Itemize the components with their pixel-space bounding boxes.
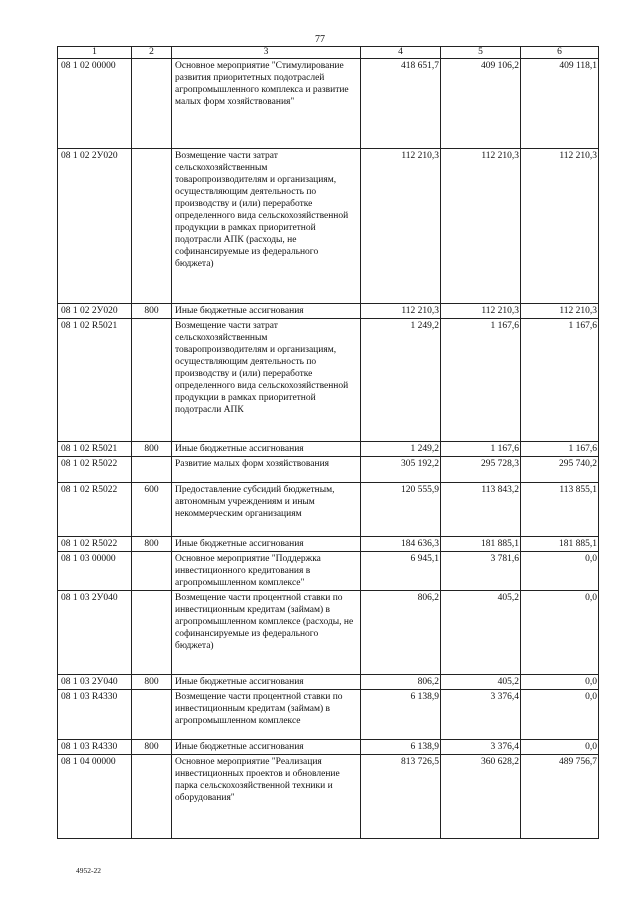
expense-type-cell bbox=[132, 552, 172, 591]
budget-code-cell: 08 1 03 R4330 bbox=[58, 740, 132, 755]
item-name-cell: Основное мероприятие "Реализация инвестиционных проектов и обновление парка сельскохозяйственной техники и оборудования" bbox=[172, 755, 361, 839]
expense-type-cell bbox=[132, 59, 172, 149]
value-col-5-cell: 295 728,3 bbox=[441, 457, 521, 483]
budget-code-cell: 08 1 04 00000 bbox=[58, 755, 132, 839]
budget-code-cell: 08 1 02 00000 bbox=[58, 59, 132, 149]
value-col-5-cell: 360 628,2 bbox=[441, 755, 521, 839]
header-col-2: 2 bbox=[132, 47, 172, 59]
expense-type-cell: 800 bbox=[132, 304, 172, 319]
expense-type-cell bbox=[132, 690, 172, 740]
budget-code-cell: 08 1 02 2У020 bbox=[58, 149, 132, 304]
expense-type-cell: 600 bbox=[132, 483, 172, 537]
table-row bbox=[58, 483, 599, 537]
item-name-cell: Предоставление субсидий бюджетным, автономным учреждениям и иным некоммерческим организациям bbox=[172, 483, 361, 537]
value-col-6-cell: 489 756,7 bbox=[521, 755, 599, 839]
expense-type-cell: 800 bbox=[132, 740, 172, 755]
value-col-4-cell: 6 138,9 bbox=[361, 690, 441, 740]
page-number: 77 bbox=[315, 34, 325, 45]
value-col-6-cell: 0,0 bbox=[521, 591, 599, 675]
item-name-cell: Иные бюджетные ассигнования bbox=[172, 304, 361, 319]
item-name-cell: Возмещение части затрат сельскохозяйственным товаропроизводителям и организациям, осуществляющим деятельность по производству и (или) переработке определенного вида сельскохозяйственной продукции в рамках приоритетной подотрасли АПК bbox=[172, 319, 361, 442]
value-col-6-cell: 295 740,2 bbox=[521, 457, 599, 483]
value-col-4-cell: 813 726,5 bbox=[361, 755, 441, 839]
budget-code-cell: 08 1 02 R5022 bbox=[58, 457, 132, 483]
header-col-1: 1 bbox=[58, 47, 132, 59]
table-row bbox=[58, 690, 599, 740]
value-col-6-cell: 112 210,3 bbox=[521, 149, 599, 304]
value-col-6-cell: 113 855,1 bbox=[521, 483, 599, 537]
table-row bbox=[58, 537, 599, 552]
value-col-6-cell: 0,0 bbox=[521, 675, 599, 690]
item-name-cell: Иные бюджетные ассигнования bbox=[172, 740, 361, 755]
item-name-cell: Иные бюджетные ассигнования bbox=[172, 442, 361, 457]
expense-type-cell: 800 bbox=[132, 442, 172, 457]
value-col-6-cell: 0,0 bbox=[521, 552, 599, 591]
header-row bbox=[58, 47, 599, 59]
table-row bbox=[58, 675, 599, 690]
header-col-6: 6 bbox=[521, 47, 599, 59]
expense-type-cell: 800 bbox=[132, 537, 172, 552]
expense-type-cell bbox=[132, 755, 172, 839]
table-row bbox=[58, 304, 599, 319]
budget-code-cell: 08 1 02 R5022 bbox=[58, 483, 132, 537]
item-name-cell: Возмещение части затрат сельскохозяйственным товаропроизводителям и организациям, осуществляющим деятельность по производству и (или) переработке определенного вида сельскохозяйственной продукции в рамках приоритетной подотрасли АПК (расходы, не софинансируемые из федерального бюджета) bbox=[172, 149, 361, 304]
value-col-5-cell: 113 843,2 bbox=[441, 483, 521, 537]
document-footer-code: 4952-22 bbox=[76, 866, 101, 875]
value-col-6-cell: 409 118,1 bbox=[521, 59, 599, 149]
budget-code-cell: 08 1 03 2У040 bbox=[58, 591, 132, 675]
value-col-6-cell: 0,0 bbox=[521, 690, 599, 740]
item-name-cell: Возмещение части процентной ставки по инвестиционным кредитам (займам) в агропромышленном комплексе bbox=[172, 690, 361, 740]
value-col-6-cell: 1 167,6 bbox=[521, 442, 599, 457]
table-row bbox=[58, 591, 599, 675]
value-col-4-cell: 1 249,2 bbox=[361, 442, 441, 457]
table-row bbox=[58, 552, 599, 591]
table-row bbox=[58, 457, 599, 483]
value-col-4-cell: 6 138,9 bbox=[361, 740, 441, 755]
value-col-4-cell: 112 210,3 bbox=[361, 304, 441, 319]
header-col-4: 4 bbox=[361, 47, 441, 59]
value-col-5-cell: 1 167,6 bbox=[441, 319, 521, 442]
expense-type-cell: 800 bbox=[132, 675, 172, 690]
item-name-cell: Иные бюджетные ассигнования bbox=[172, 675, 361, 690]
value-col-5-cell: 1 167,6 bbox=[441, 442, 521, 457]
budget-code-cell: 08 1 02 R5021 bbox=[58, 442, 132, 457]
item-name-cell: Иные бюджетные ассигнования bbox=[172, 537, 361, 552]
value-col-5-cell: 405,2 bbox=[441, 591, 521, 675]
budget-code-cell: 08 1 02 2У020 bbox=[58, 304, 132, 319]
table-row bbox=[58, 755, 599, 839]
item-name-cell: Возмещение части процентной ставки по инвестиционным кредитам (займам) в агропромышленном комплексе (расходы, не софинансируемые из федерального бюджета) bbox=[172, 591, 361, 675]
value-col-5-cell: 181 885,1 bbox=[441, 537, 521, 552]
budget-code-cell: 08 1 03 R4330 bbox=[58, 690, 132, 740]
table-row bbox=[58, 442, 599, 457]
header-col-5: 5 bbox=[441, 47, 521, 59]
value-col-6-cell: 0,0 bbox=[521, 740, 599, 755]
header-col-3: 3 bbox=[172, 47, 361, 59]
value-col-5-cell: 409 106,2 bbox=[441, 59, 521, 149]
value-col-5-cell: 112 210,3 bbox=[441, 149, 521, 304]
table-row bbox=[58, 149, 599, 304]
expense-type-cell bbox=[132, 457, 172, 483]
value-col-4-cell: 806,2 bbox=[361, 591, 441, 675]
table-row bbox=[58, 740, 599, 755]
value-col-4-cell: 806,2 bbox=[361, 675, 441, 690]
expense-type-cell bbox=[132, 319, 172, 442]
value-col-4-cell: 112 210,3 bbox=[361, 149, 441, 304]
value-col-6-cell: 1 167,6 bbox=[521, 319, 599, 442]
value-col-5-cell: 3 781,6 bbox=[441, 552, 521, 591]
budget-code-cell: 08 1 03 00000 bbox=[58, 552, 132, 591]
budget-code-cell: 08 1 02 R5022 bbox=[58, 537, 132, 552]
table-row bbox=[58, 319, 599, 442]
value-col-5-cell: 3 376,4 bbox=[441, 690, 521, 740]
item-name-cell: Основное мероприятие "Стимулирование развития приоритетных подотраслей агропромышленного комплекса и развитие малых форм хозяйствования" bbox=[172, 59, 361, 149]
item-name-cell: Основное мероприятие "Поддержка инвестиционного кредитования в агропромышленном комплексе" bbox=[172, 552, 361, 591]
expense-type-cell bbox=[132, 591, 172, 675]
table-row bbox=[58, 59, 599, 149]
value-col-5-cell: 3 376,4 bbox=[441, 740, 521, 755]
budget-table bbox=[57, 46, 599, 839]
value-col-5-cell: 405,2 bbox=[441, 675, 521, 690]
value-col-5-cell: 112 210,3 bbox=[441, 304, 521, 319]
value-col-4-cell: 120 555,9 bbox=[361, 483, 441, 537]
value-col-6-cell: 181 885,1 bbox=[521, 537, 599, 552]
value-col-4-cell: 6 945,1 bbox=[361, 552, 441, 591]
value-col-4-cell: 305 192,2 bbox=[361, 457, 441, 483]
expense-type-cell bbox=[132, 149, 172, 304]
item-name-cell: Развитие малых форм хозяйствования bbox=[172, 457, 361, 483]
budget-code-cell: 08 1 02 R5021 bbox=[58, 319, 132, 442]
budget-code-cell: 08 1 03 2У040 bbox=[58, 675, 132, 690]
value-col-6-cell: 112 210,3 bbox=[521, 304, 599, 319]
value-col-4-cell: 418 651,7 bbox=[361, 59, 441, 149]
value-col-4-cell: 1 249,2 bbox=[361, 319, 441, 442]
value-col-4-cell: 184 636,3 bbox=[361, 537, 441, 552]
